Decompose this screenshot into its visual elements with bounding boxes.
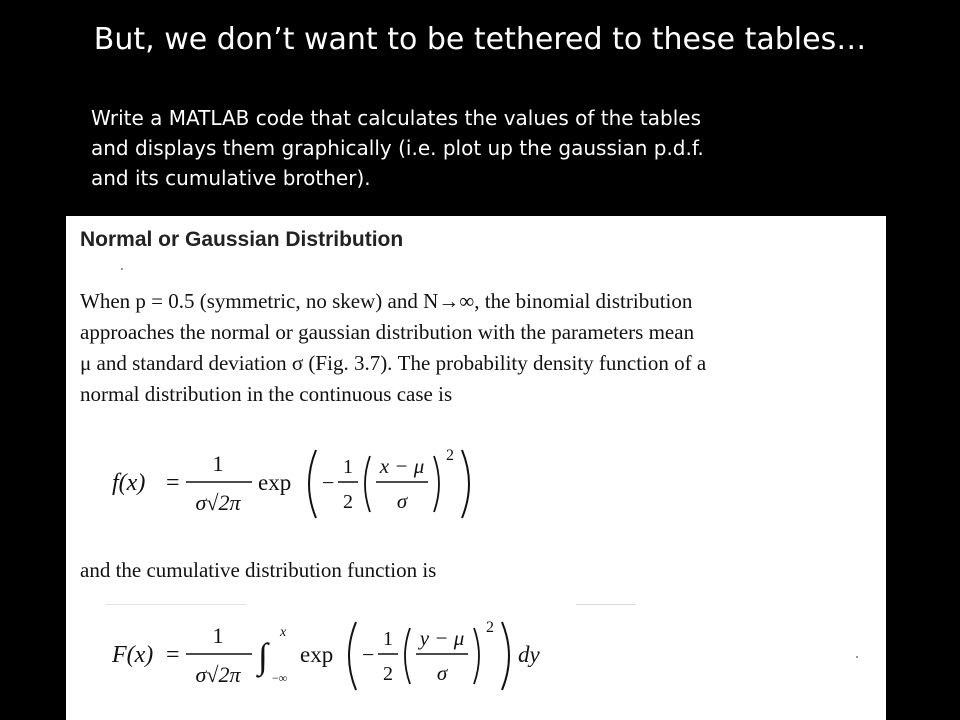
section-heading: Normal or Gaussian Distribution [80,228,404,251]
pdf-formula [112,447,469,518]
cdf-upper-limit: x [280,625,287,640]
inner-right-paren [434,456,439,512]
pdf-inner-denominator: σ [396,489,408,513]
instruction-line: and its cumulative brother). [91,166,371,190]
cdf-inner-denominator: σ [436,661,448,685]
pdf-exp: exp [258,470,292,495]
paragraph-line: When p = 0.5 (symmetric, no skew) and N→∞, the binomial distribution [80,289,693,313]
pdf-denominator: σ√2π [195,490,241,515]
slide-title: But, we don’t want to be tethered to these tables… [93,22,867,57]
cdf-denominator: σ√2π [195,662,241,687]
cdf-formula [111,619,541,690]
inner-left-paren [405,628,410,684]
instruction-line: and displays them graphically (i.e. plot up the gaussian p.d.f. [91,136,704,160]
equals-sign: = [166,642,180,668]
cdf-differential: dy [518,642,540,667]
instruction-line: Write a MATLAB code that calculates the values of the tables [91,106,701,130]
left-paren [309,450,316,518]
half-denominator: 2 [343,491,353,513]
cdf-exp: exp [300,642,334,667]
inner-left-paren [365,456,370,512]
cdf-lhs: F(x) [112,642,154,668]
instructions-text [91,103,911,193]
equals-sign: = [166,470,180,496]
scanned-textbook-image [66,216,886,720]
pdf-lhs: f(x) [112,470,146,496]
paragraph-line: approaches the normal or gaussian distribution with the parameters mean [80,320,695,344]
half-numerator: 1 [383,628,393,650]
half-denominator: 2 [383,663,393,685]
paragraph-line: μ and standard deviation σ (Fig. 3.7). The probability density function of a [80,351,707,375]
half-numerator: 1 [343,456,353,478]
scan-speck [121,268,123,270]
pdf-numerator: 1 [212,451,224,476]
right-paren [462,450,469,518]
cdf-intro-text: and the cumulative distribution function is [80,558,437,582]
scan-speck [106,604,246,605]
minus-sign: − [362,642,375,667]
pdf-power: 2 [446,447,454,464]
scan-speck [856,656,858,658]
cdf-numerator: 1 [212,623,224,648]
left-paren [349,622,356,690]
integral-sign: ∫ [258,636,268,676]
formula-graphics [66,216,886,720]
right-paren [502,622,509,690]
inner-right-paren [474,628,479,684]
scan-speck [576,604,636,605]
paragraph-line: normal distribution in the continuous case is [80,382,453,406]
cdf-lower-limit: −∞ [272,671,288,685]
pdf-inner-numerator: x − μ [379,454,425,478]
cdf-inner-numerator: y − μ [419,626,465,650]
minus-sign: − [322,470,335,495]
cdf-power: 2 [486,619,494,636]
